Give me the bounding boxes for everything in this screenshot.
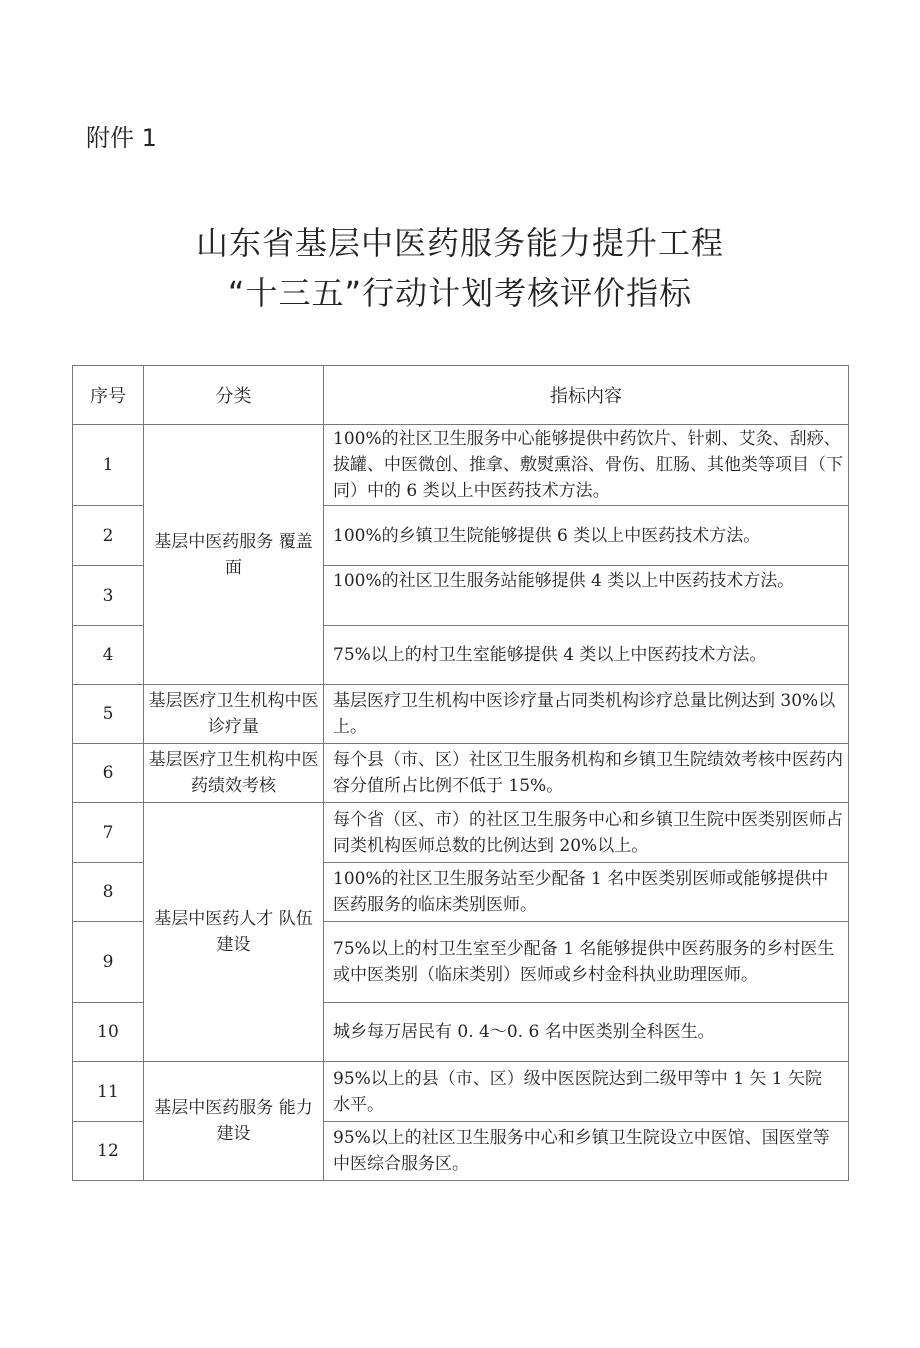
row-content: 每个省（区、市）的社区卫生服务中心和乡镇卫生院中医类别医师占同类机构医师总数的比例达到 20%以上。 (324, 803, 849, 863)
attachment-label: 附件 1 (86, 124, 157, 152)
row-content: 100%的社区卫生服务中心能够提供中药饮片、针刺、艾灸、刮痧、拔罐、中医微创、推拿、敷熨熏浴、骨伤、肛肠、其他类等项目（下同）中的 6 类以上中医药技术方法。 (324, 425, 849, 506)
table-row (73, 1062, 849, 1122)
header-category: 分类 (144, 366, 324, 425)
row-content: 95%以上的社区卫生服务中心和乡镇卫生院设立中医馆、国医堂等中医综合服务区。 (324, 1122, 849, 1181)
row-content: 95%以上的县（市、区）级中医医院达到二级甲等中 1 矢 1 矢院 水平。 (324, 1062, 849, 1122)
row-number: 11 (73, 1062, 144, 1122)
row-content: 100%的乡镇卫生院能够提供 6 类以上中医药技术方法。 (324, 506, 849, 566)
row-category: 基层中医药服务 能力建设 (144, 1062, 324, 1181)
row-number: 10 (73, 1003, 144, 1062)
row-number: 9 (73, 922, 144, 1003)
row-content: 75%以上的村卫生室至少配备 1 名能够提供中医药服务的乡村医生或中医类别（临床类别）医师或乡村金科执业助理医师。 (324, 922, 849, 1003)
row-number: 1 (73, 425, 144, 506)
row-number: 2 (73, 506, 144, 566)
row-number: 12 (73, 1122, 144, 1181)
row-number: 4 (73, 626, 144, 685)
document-title-line1: 山东省基层中医药服务能力提升工程 (195, 224, 724, 262)
table-row (73, 803, 849, 863)
indicator-table (72, 365, 849, 1181)
row-content: 每个县（市、区）社区卫生服务机构和乡镇卫生院绩效考核中医药内容分值所占比例不低于 15%。 (324, 744, 849, 803)
row-number: 5 (73, 685, 144, 744)
row-content: 100%的社区卫生服务站能够提供 4 类以上中医药技术方法。 (324, 566, 849, 626)
row-content: 基层医疗卫生机构中医诊疗量占同类机构诊疗总量比例达到 30%以上。 (324, 685, 849, 744)
document-title-line2: “十三五”行动计划考核评价指标 (227, 274, 693, 312)
table-row (73, 425, 849, 506)
row-content: 100%的社区卫生服务站至少配备 1 名中医类别医师或能够提供中医药服务的临床类别医师。 (324, 863, 849, 922)
row-number: 7 (73, 803, 144, 863)
row-number: 3 (73, 566, 144, 626)
row-number: 6 (73, 744, 144, 803)
row-category: 基层中医药服务 覆盖面 (144, 425, 324, 685)
row-content: 城乡每万居民有 0. 4～0. 6 名中医类别全科医生。 (324, 1003, 849, 1062)
table-row (73, 744, 849, 803)
header-number: 序号 (73, 366, 144, 425)
row-category: 基层医疗卫生机构中医药绩效考核 (144, 744, 324, 803)
row-number: 8 (73, 863, 144, 922)
row-category: 基层医疗卫生机构中医诊疗量 (144, 685, 324, 744)
row-category: 基层中医药人才 队伍建设 (144, 803, 324, 1062)
row-content: 75%以上的村卫生室能够提供 4 类以上中医药技术方法。 (324, 626, 849, 685)
header-content: 指标内容 (324, 366, 849, 425)
table-header-row (73, 366, 849, 425)
table-row (73, 685, 849, 744)
